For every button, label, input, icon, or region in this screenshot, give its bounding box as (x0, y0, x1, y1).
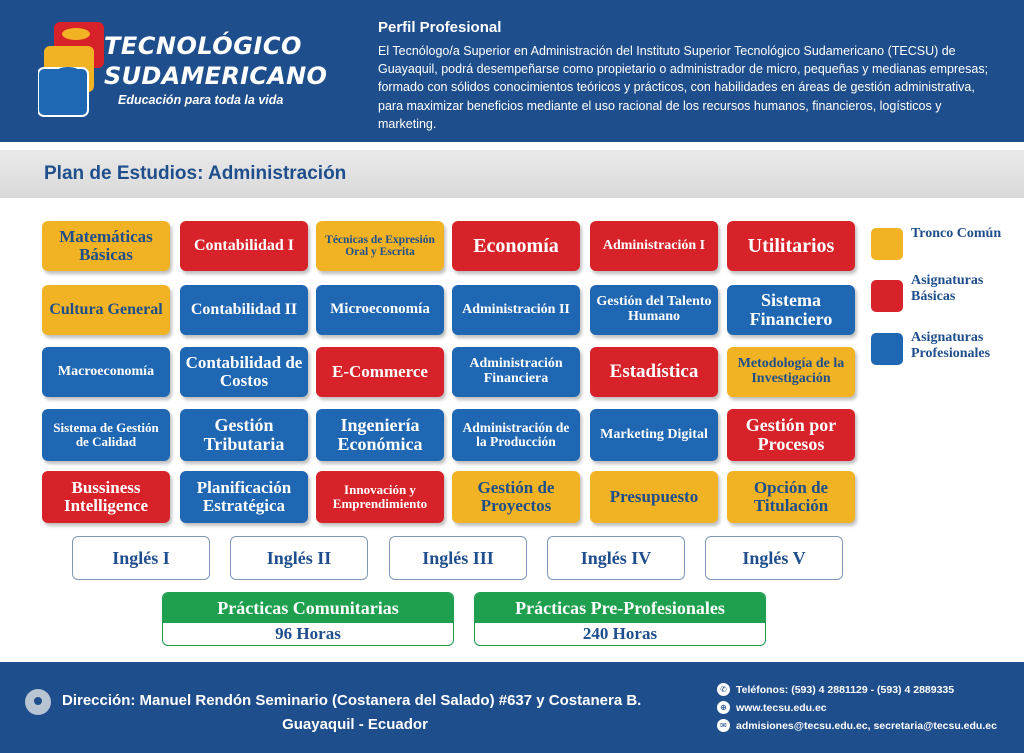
course-ingenieria-economica: Ingeniería Económica (316, 409, 444, 461)
legend-swatch-basicas (871, 280, 903, 312)
course-contabilidad-2: Contabilidad II (180, 285, 308, 335)
practicas-comunitarias-label: Prácticas Comunitarias (163, 593, 453, 623)
legend-label-profesionales: Asignaturas Profesionales (911, 330, 991, 362)
header (0, 0, 1024, 142)
course-macroeconomia: Macroeconomía (42, 347, 170, 397)
course-ingles-5: Inglés V (705, 536, 843, 580)
course-administracion-produccion: Administración de la Producción (452, 409, 580, 461)
course-gestion-procesos: Gestión por Procesos (727, 409, 855, 461)
logo-title-line2: SUDAMERICANO (104, 62, 328, 90)
course-metodologia-investigacion: Metodología de la Investigación (727, 347, 855, 397)
course-marketing-digital: Marketing Digital (590, 409, 718, 461)
course-business-intelligence: Bussiness Intelligence (42, 471, 170, 523)
phone-icon: ✆ (717, 683, 730, 696)
logo-title-line1: TECNOLÓGICO (104, 32, 302, 60)
course-ingles-1: Inglés I (72, 536, 210, 580)
course-ingles-2: Inglés II (230, 536, 368, 580)
course-administracion-1: Administración I (590, 221, 718, 271)
mail-icon: ✉ (717, 719, 730, 732)
legend-swatch-profesionales (871, 333, 903, 365)
practicas-comunitarias (162, 592, 454, 646)
website-link[interactable]: www.tecsu.edu.ec (736, 701, 827, 714)
page-title: Plan de Estudios: Administración (44, 163, 347, 184)
course-microeconomia: Microeconomía (316, 285, 444, 335)
course-presupuesto: Presupuesto (590, 471, 718, 523)
legend-label-tronco: Tronco Común (911, 226, 1002, 241)
course-administracion-2: Administración II (452, 285, 580, 335)
practicas-preprofesionales (474, 592, 766, 646)
location-pin-icon (25, 689, 51, 715)
address-line1: Dirección: Manuel Rendón Seminario (Costanera del Salado) #637 y Costanera B. (62, 692, 642, 709)
course-gestion-talento-humano: Gestión del Talento Humano (590, 285, 718, 335)
course-administracion-financiera: Administración Financiera (452, 347, 580, 397)
section-header (0, 150, 1024, 198)
course-cultura-general: Cultura General (42, 285, 170, 335)
legend-label-basicas: Asignaturas Básicas (911, 273, 984, 305)
course-gestion-tributaria: Gestión Tributaria (180, 409, 308, 461)
profile-text: El Tecnólogo/a Superior en Administración del Instituto Superior Tecnológico Sudamericano (TECSU) de Guayaquil, podrá desempeñarse como propietario o administrador de micro, pequeñas y medianas empresas; formado con sólidos conocimientos teóricos y prácticos, con habilidades en áreas de gestión administrativa, para maximizar beneficios mediante el uso racional de los recursos humanos, financieros, logísticos y marketing. (378, 44, 989, 131)
contact-website[interactable] (717, 701, 827, 714)
course-contabilidad-1: Contabilidad I (180, 221, 308, 271)
profile-title: Perfil Profesional (378, 19, 502, 36)
practicas-preprofesionales-hours: 240 Horas (582, 624, 658, 643)
phones-text: Teléfonos: (593) 4 2881129 - (593) 4 2889335 (736, 683, 955, 696)
contact-emails[interactable] (717, 719, 997, 732)
course-ingles-3: Inglés III (389, 536, 527, 580)
legend-swatch-tronco (871, 228, 903, 260)
practicas-preprofesionales-label: Prácticas Pre-Profesionales (475, 593, 765, 623)
divider (0, 142, 1024, 148)
globe-icon: ⊕ (717, 701, 730, 714)
course-tecnicas-expresion: Técnicas de Expresión Oral y Escrita (316, 221, 444, 271)
footer (0, 662, 1024, 753)
practicas-comunitarias-hours: 96 Horas (275, 624, 341, 643)
course-planificacion-estrategica: Planificación Estratégica (180, 471, 308, 523)
course-gestion-proyectos: Gestión de Proyectos (452, 471, 580, 523)
course-sistema-gestion-calidad: Sistema de Gestión de Calidad (42, 409, 170, 461)
course-utilitarios: Utilitarios (727, 221, 855, 271)
course-innovacion-emprendimiento: Innovación y Emprendimiento (316, 471, 444, 523)
course-economia: Economía (452, 221, 580, 271)
contact-phones (717, 683, 954, 696)
logo-icon (38, 20, 108, 120)
address-line2: Guayaquil - Ecuador (282, 716, 428, 733)
course-sistema-financiero: Sistema Financiero (727, 285, 855, 335)
course-e-commerce: E-Commerce (316, 347, 444, 397)
course-matematicas-basicas: Matemáticas Básicas (42, 221, 170, 271)
logo-tagline: Educación para toda la vida (118, 93, 284, 107)
course-opcion-titulacion: Opción de Titulación (727, 471, 855, 523)
emails-text[interactable]: admisiones@tecsu.edu.ec, secretaria@tecsu.edu.ec (736, 719, 997, 732)
course-estadistica: Estadística (590, 347, 718, 397)
course-contabilidad-costos: Contabilidad de Costos (180, 347, 308, 397)
course-ingles-4: Inglés IV (547, 536, 685, 580)
